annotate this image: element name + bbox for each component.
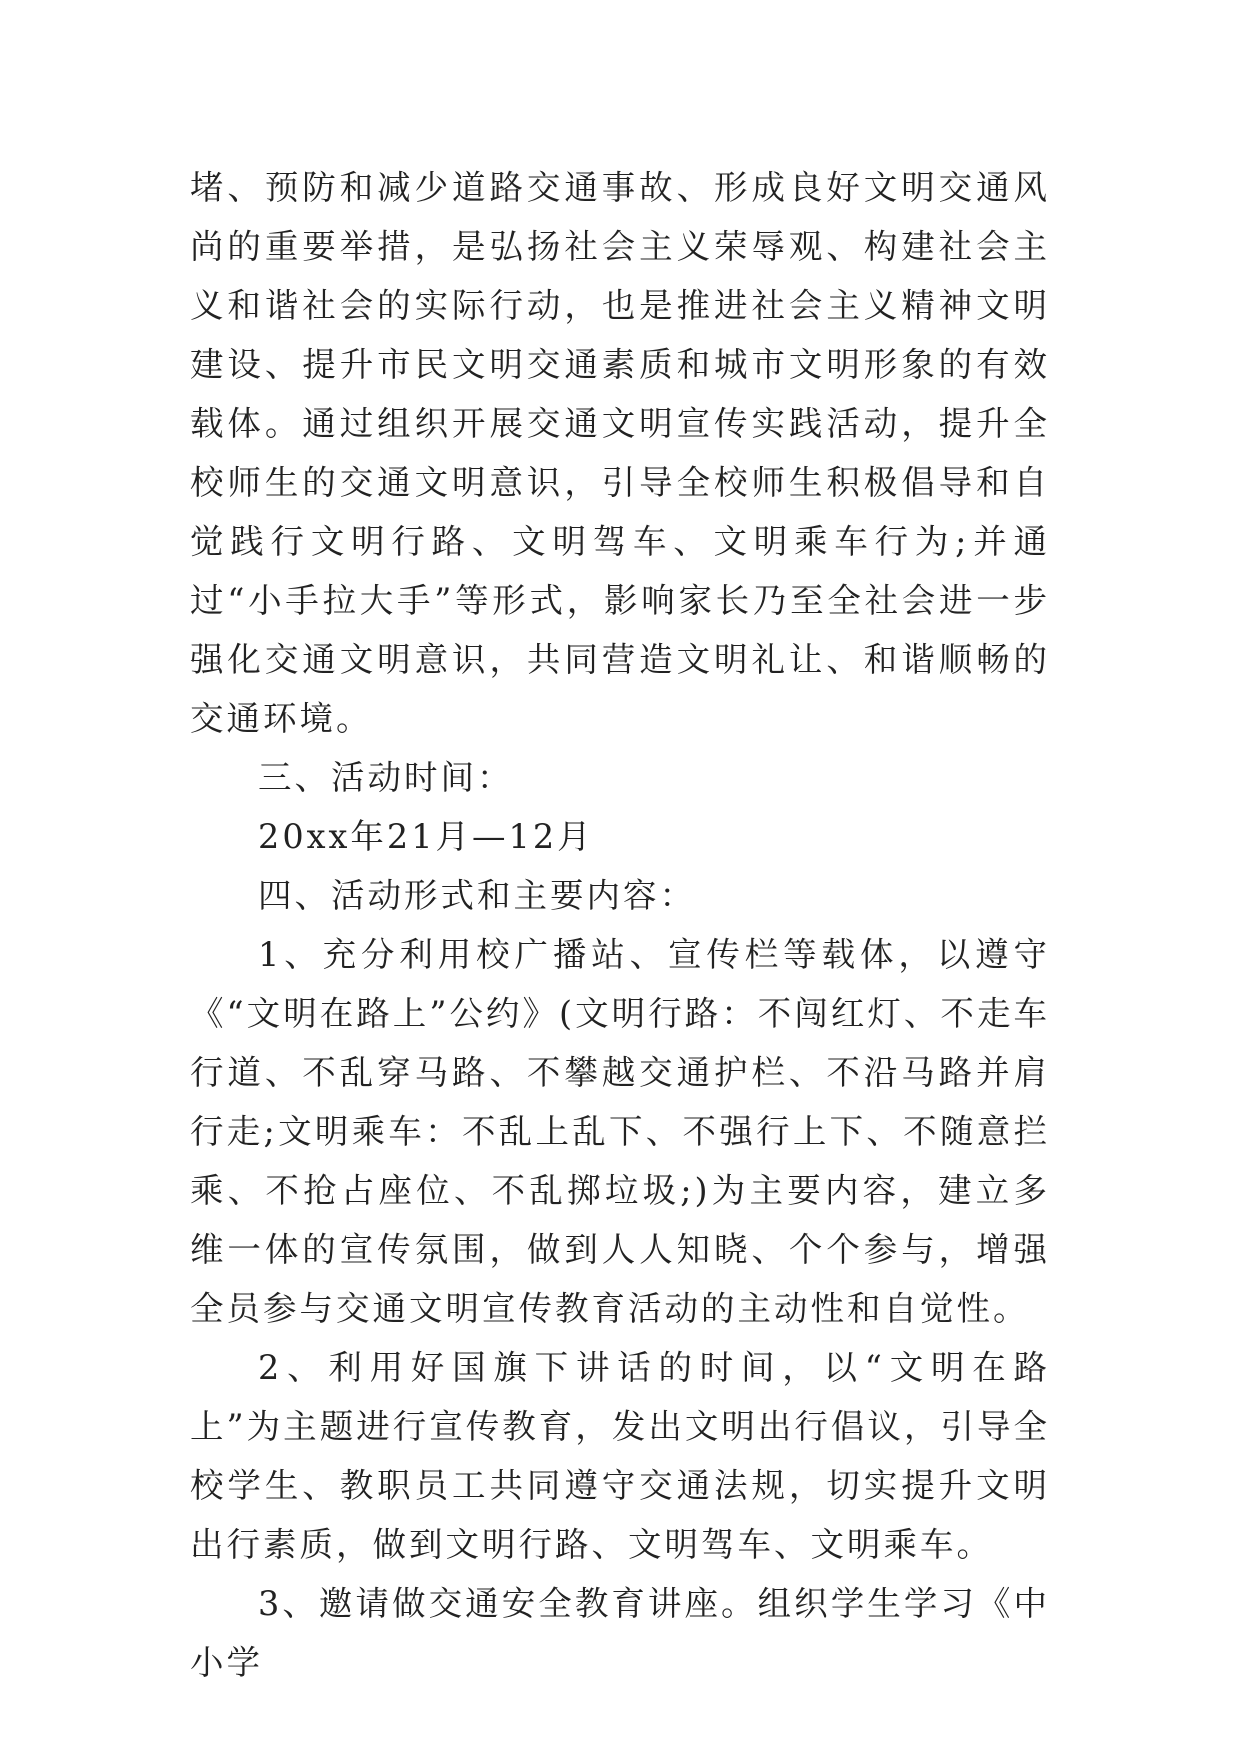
activity-date: 20xx年21月—12月	[258, 817, 594, 856]
list-item-1: 1、充分利用校广播站、宣传栏等载体，以遵守《“文明在路上”公约》(文明行路：不闯红灯、不走车行道、不乱穿马路、不攀越交通护栏、不沿马路并肩行走;文明乘车：不乱上乱下、不强行上下、不随意拦乘、不抢占座位、不乱掷垃圾;)为主要内容，建立多维一体的宣传氛围，做到人人知晓、个个参与，增强全员参与交通文明宣传教育活动的主动性和自觉性。	[190, 935, 1050, 1328]
section-heading-activity-time: 三、活动时间：	[258, 758, 514, 797]
list-item-3: 3、邀请做交通安全教育讲座。组织学生学习《中小学	[190, 1584, 1050, 1682]
document-body	[190, 158, 1050, 1692]
paragraph-continuation: 堵、预防和减少道路交通事故、形成良好文明交通风尚的重要举措，是弘扬社会主义荣辱观、构建社会主义和谐社会的实际行动，也是推进社会主义精神文明建设、提升市民文明交通素质和城市文明形象的有效载体。通过组织开展交通文明宣传实践活动，提升全校师生的交通文明意识，引导全校师生积极倡导和自觉践行文明行路、文明驾车、文明乘车行为;并通过“小手拉大手”等形式，影响家长乃至全社会进一步强化交通文明意识，共同营造文明礼让、和谐顺畅的交通环境。	[190, 168, 1050, 738]
list-item-2: 2、利用好国旗下讲话的时间，以“文明在路上”为主题进行宣传教育，发出文明出行倡议，引导全校学生、教职员工共同遵守交通法规，切实提升文明出行素质，做到文明行路、文明驾车、文明乘车。	[190, 1348, 1050, 1564]
section-heading-activity-content: 四、活动形式和主要内容：	[258, 876, 696, 915]
